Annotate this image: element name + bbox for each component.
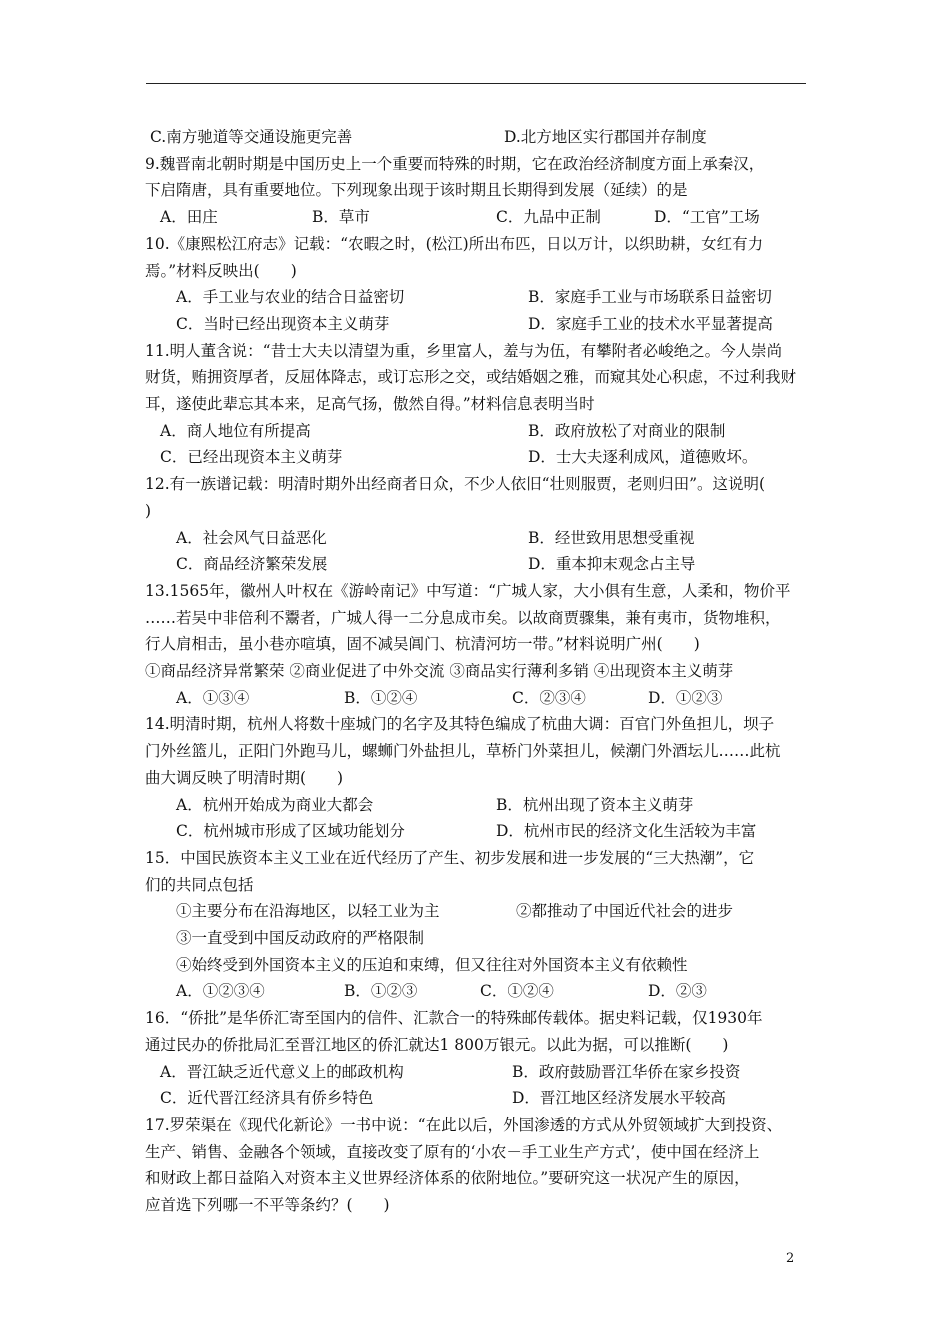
q12-opts-cd-seg-1: C．商品经济繁荣发展 [176, 555, 328, 573]
q10-stem-2: 焉。”材料反映出( ) [145, 262, 297, 280]
q15-opts-seg-1: A．①②③④ [176, 982, 265, 1000]
q9-opts-seg-1: A．田庄 [160, 208, 218, 226]
q13-stem-3: 行人肩相击，虽小巷亦喧填，固不减吴阊门、杭清河坊一带。”材料说明广州( ) [145, 635, 700, 653]
q10-opts-ab-seg-1: A．手工业与农业的结合日益密切 [176, 288, 405, 306]
q14-stem-3: 曲大调反映了明清时期( ) [145, 769, 344, 787]
q13-opts-seg-1: A．①③④ [176, 689, 250, 707]
q14-stem-2: 门外丝篮儿，正阳门外跑马儿，螺蛳门外盐担儿，草桥门外菜担儿，候潮门外酒坛儿……此杭 [145, 742, 781, 760]
q11-stem-1: 11.明人董含说：“昔士大夫以清望为重，乡里富人，羞与为伍，有攀附者必峻绝之。今人崇尚 [145, 342, 783, 360]
q12-stem-1: 12.有一族谱记载：明清时期外出经商者日众，不少人依旧“壮则服贾，老则归田”。这说明( [145, 475, 766, 493]
q14-stem-1: 14.明清时期，杭州人将数十座城门的名字及其特色编成了杭曲大调：百官门外鱼担儿，坝子 [145, 715, 775, 733]
q15-opts-seg-4: D．②③ [648, 982, 707, 1000]
q11-opts-ab-seg-2: B．政府放松了对商业的限制 [528, 422, 726, 440]
q9-stem-2: 下启隋唐，具有重要地位。下列现象出现于该时期且长期得到发展（延续）的是 [145, 181, 688, 199]
q16-opts-cd-seg-2: D．晋江地区经济发展水平较高 [512, 1089, 726, 1107]
q13-opts-seg-3: C．②③④ [512, 689, 586, 707]
q13-opts-seg-2: B．①②④ [344, 689, 418, 707]
q8-opts-cd-seg-2: D.北方地区实行郡国并存制度 [504, 128, 707, 146]
q9-opts-seg-4: D．“工官”工场 [654, 208, 760, 226]
q16-stem-2: 通过民办的侨批局汇至晋江地区的侨汇就达1 800万银元。以此为据，可以推断( ) [145, 1036, 729, 1054]
q14-opts-cd-seg-1: C．杭州城市形成了区域功能划分 [176, 822, 405, 840]
q15-stem-1: 15．中国民族资本主义工业在近代经历了产生、初步发展和进一步发展的“三大热潮”，它 [145, 849, 755, 867]
q15-opts-seg-2: B．①②③ [344, 982, 418, 1000]
q8-opts-cd-seg-1: C.南方驰道等交通设施更完善 [150, 128, 353, 146]
q15-stem-2: 们的共同点包括 [145, 876, 254, 894]
q10-opts-cd-seg-2: D．家庭手工业的技术水平显著提高 [528, 315, 773, 333]
q13-stem-1: 13.1565年，徽州人叶权在《游岭南记》中写道：“广城人家，大小俱有生意，人柔和，物价平 [145, 582, 791, 600]
q16-stem-1: 16．“侨批”是华侨汇寄至国内的信件、汇款合一的特殊邮传载体。据史料记载，仅1930年 [145, 1009, 763, 1027]
q17-stem-2: 生产、销售、金融各个领域，直接改变了原有的‘小农－手工业生产方式’，使中国在经济上 [145, 1143, 760, 1161]
q13-stem-2: ……若吴中非倍利不鬻者，广城人得一二分息成市矣。以故商贾骤集，兼有夷市，货物堆积， [145, 609, 781, 627]
q17-stem-4: 应首选下列哪一不平等条约？( ) [145, 1196, 390, 1214]
q15-item-3: ③一直受到中国反动政府的严格限制 [176, 929, 425, 947]
q13-opts-seg-4: D．①②③ [648, 689, 723, 707]
q15-item-4: ④始终受到外国资本主义的压迫和束缚，但又往往对外国资本主义有依赖性 [176, 956, 688, 974]
q10-stem-1: 10.《康熙松江府志》记载：“农暇之时，(松江)所出布匹，日以万计，以织助耕，女红有力 [145, 235, 764, 253]
q12-stem-2: ) [145, 502, 152, 520]
q11-opts-cd-seg-1: C．已经出现资本主义萌芽 [160, 448, 343, 466]
q17-stem-1: 17.罗荣渠在《现代化新论》一书中说：“在此以后，外国渗透的方式从外贸领域扩大到投资、 [145, 1116, 783, 1134]
q11-stem-3: 耳，遂使此辈忘其本来，足高气扬，傲然自得。”材料信息表明当时 [145, 395, 595, 413]
q9-opts-seg-2: B．草市 [312, 208, 370, 226]
q11-stem-2: 财货，贿拥资厚者，反屈体降志，或订忘形之交，或结婚姻之雅，而窥其处心积虑，不过利我财 [145, 368, 797, 386]
header-rule [146, 83, 806, 84]
q14-opts-ab-seg-1: A．杭州开始成为商业大都会 [176, 796, 374, 814]
q11-opts-cd-seg-2: D．士大夫逐利成风，道德败坏。 [528, 448, 758, 466]
q15-items-12-seg-1: ①主要分布在沿海地区，以轻工业为主 [176, 902, 440, 920]
q10-opts-cd-seg-1: C．当时已经出现资本主义萌芽 [176, 315, 390, 333]
q12-opts-ab-seg-1: A．社会风气日益恶化 [176, 529, 327, 547]
q15-items-12-seg-2: ②都推动了中国近代社会的进步 [516, 902, 734, 920]
q13-items: ①商品经济异常繁荣 ②商业促进了中外交流 ③商品实行薄利多销 ④出现资本主义萌芽 [145, 662, 734, 680]
q16-opts-ab-seg-1: A．晋江缺乏近代意义上的邮政机构 [160, 1063, 404, 1081]
q14-opts-ab-seg-2: B．杭州出现了资本主义萌芽 [496, 796, 694, 814]
q9-stem-1: 9.魏晋南北朝时期是中国历史上一个重要而特殊的时期，它在政治经济制度方面上承秦汉， [145, 155, 765, 173]
q12-opts-ab-seg-2: B．经世致用思想受重视 [528, 529, 695, 547]
q16-opts-cd-seg-1: C．近代晋江经济具有侨乡特色 [160, 1089, 374, 1107]
q10-opts-ab-seg-2: B．家庭手工业与市场联系日益密切 [528, 288, 772, 306]
q17-stem-3: 和财政上都日益陷入对资本主义世界经济体系的依附地位。”要研究这一状况产生的原因， [145, 1169, 750, 1187]
page-number: 2 [786, 1251, 795, 1266]
q15-opts-seg-3: C．①②④ [480, 982, 554, 1000]
q12-opts-cd-seg-2: D．重本抑末观念占主导 [528, 555, 696, 573]
q16-opts-ab-seg-2: B．政府鼓励晋江华侨在家乡投资 [512, 1063, 741, 1081]
q9-opts-seg-3: C．九品中正制 [496, 208, 601, 226]
q14-opts-cd-seg-2: D．杭州市民的经济文化生活较为丰富 [496, 822, 757, 840]
q11-opts-ab-seg-1: A．商人地位有所提高 [160, 422, 311, 440]
